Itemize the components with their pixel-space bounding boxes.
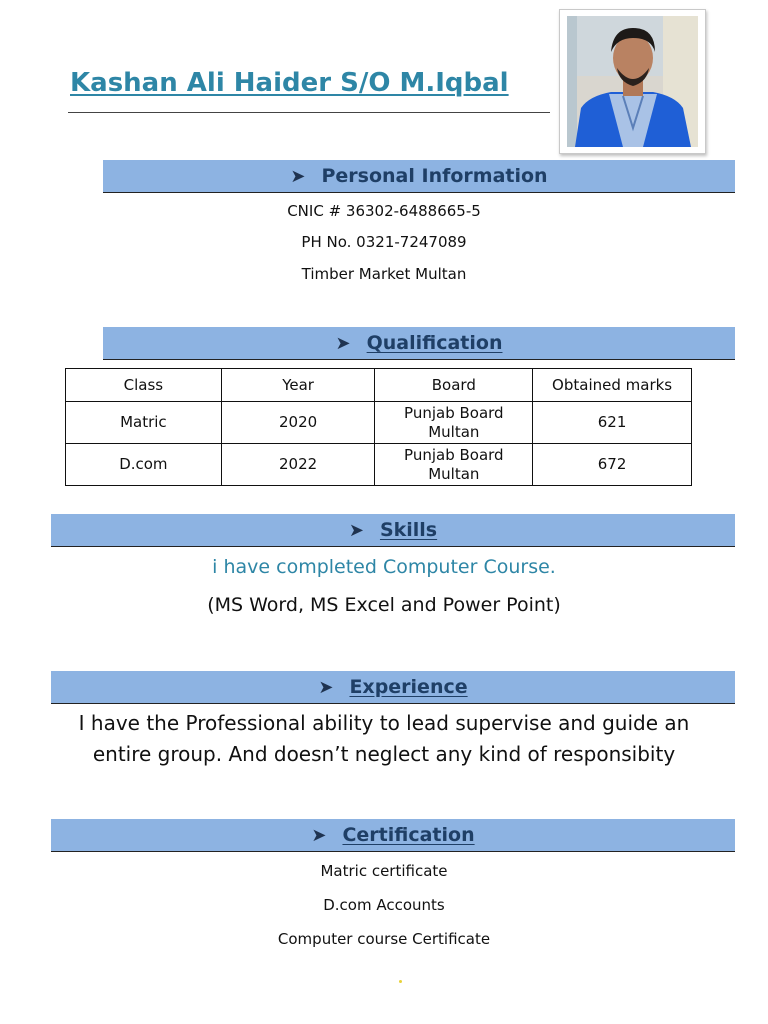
section-title: Qualification bbox=[366, 332, 503, 354]
section-title: Skills bbox=[379, 519, 438, 541]
table-row bbox=[66, 402, 692, 444]
experience-text-line-2: entire group. And doesn’t neglect any kind of responsibity bbox=[92, 742, 676, 766]
address-text: Timber Market Multan bbox=[301, 265, 467, 283]
marks-cell: 621 bbox=[533, 402, 692, 444]
column-header: Year bbox=[221, 369, 375, 402]
column-header: Class bbox=[66, 369, 222, 402]
experience-header bbox=[51, 671, 735, 704]
marks-cell: 672 bbox=[533, 444, 692, 486]
arrowhead-icon: ➤ bbox=[348, 519, 364, 541]
section-title: Experience bbox=[349, 676, 468, 698]
qualification-table bbox=[65, 368, 692, 486]
board-cell bbox=[375, 444, 533, 486]
certificate-item: Computer course Certificate bbox=[277, 930, 491, 948]
board-line: Multan bbox=[428, 464, 480, 483]
personal-information-header bbox=[103, 160, 735, 193]
cnic-text: CNIC # 36302-6488665-5 bbox=[287, 202, 481, 220]
board-line: Punjab Board bbox=[404, 403, 504, 422]
skills-detail: (MS Word, MS Excel and Power Point) bbox=[207, 594, 561, 616]
table-header-row bbox=[66, 369, 692, 402]
arrowhead-icon: ➤ bbox=[318, 676, 334, 698]
experience-text-line-1: I have the Professional ability to lead supervise and guide an bbox=[78, 711, 690, 735]
skills-header bbox=[51, 514, 735, 547]
section-title: Personal Information bbox=[321, 165, 548, 187]
column-header: Board bbox=[375, 369, 533, 402]
profile-photo-image bbox=[567, 16, 698, 147]
skills-summary: i have completed Computer Course. bbox=[212, 556, 556, 578]
stray-dot bbox=[399, 980, 402, 983]
year-cell: 2022 bbox=[221, 444, 375, 486]
board-line: Multan bbox=[428, 422, 480, 441]
candidate-name: Kashan Ali Haider S/O M.Iqbal bbox=[70, 68, 509, 98]
board-cell bbox=[375, 402, 533, 444]
qualification-header bbox=[103, 327, 735, 360]
year-cell: 2020 bbox=[221, 402, 375, 444]
board-line: Punjab Board bbox=[404, 445, 504, 464]
arrowhead-icon: ➤ bbox=[311, 824, 327, 846]
section-title: Certification bbox=[342, 824, 475, 846]
column-header: Obtained marks bbox=[533, 369, 692, 402]
arrowhead-icon: ➤ bbox=[290, 165, 306, 187]
class-cell: D.com bbox=[66, 444, 222, 486]
phone-text: PH No. 0321-7247089 bbox=[301, 233, 467, 251]
certificate-item: Matric certificate bbox=[320, 862, 448, 880]
certificate-item: D.com Accounts bbox=[323, 896, 445, 914]
table-row bbox=[66, 444, 692, 486]
profile-photo bbox=[559, 9, 706, 154]
class-cell: Matric bbox=[66, 402, 222, 444]
arrowhead-icon: ➤ bbox=[335, 332, 351, 354]
certification-header bbox=[51, 819, 735, 852]
name-underline-rule bbox=[68, 112, 550, 113]
